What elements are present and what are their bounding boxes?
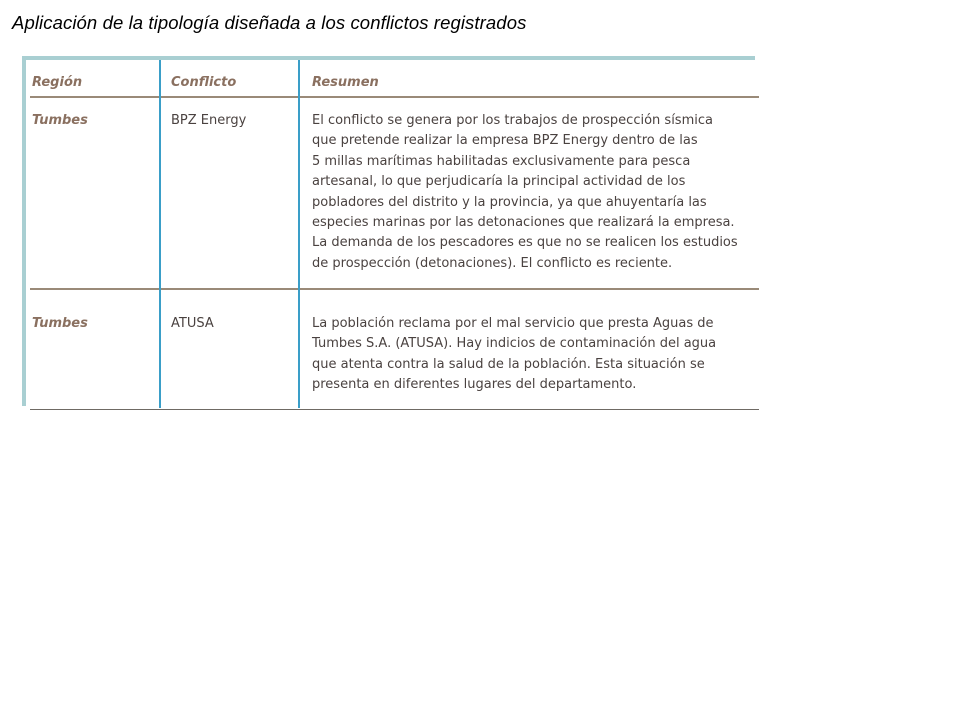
row-2-region: Tumbes (32, 316, 88, 331)
row-2-conflict: ATUSA (171, 316, 214, 331)
header-summary: Resumen (312, 75, 379, 90)
row-1-summary-line: 5 millas marítimas habilitadas exclusivamente para pesca (312, 153, 691, 169)
column-divider-2 (298, 60, 300, 408)
row-2-summary-line: que atenta contra la salud de la población. Esta situación se (312, 356, 705, 372)
row-1-summary-line: artesanal, lo que perjudicaría la principal actividad de los (312, 174, 686, 190)
row-2-summary-line: La población reclama por el mal servicio que presta Aguas de (312, 316, 714, 331)
header-region: Región (32, 75, 83, 90)
row-divider (30, 288, 759, 290)
row-1-conflict: BPZ Energy (171, 113, 247, 128)
header-divider (30, 96, 759, 98)
row-2-summary (312, 314, 716, 396)
row-2-summary-line: presenta en diferentes lugares del departamento. (312, 377, 637, 393)
table-bottom-rule (30, 409, 759, 410)
row-1-region: Tumbes (32, 113, 88, 128)
row-1-summary-line: especies marinas por las detonaciones que realizará la empresa. (312, 215, 735, 231)
table-top-border (22, 56, 755, 60)
header-conflict: Conflicto (171, 75, 237, 90)
slide-title: Aplicación de la tipología diseñada a los conflictos registrados (12, 12, 527, 33)
row-2-summary-line: Tumbes S.A. (ATUSA). Hay indicios de contaminación del agua (312, 336, 717, 352)
table-left-border (22, 56, 26, 406)
row-1-summary-line: El conflicto se genera por los trabajos de prospección sísmica (312, 113, 713, 128)
row-1-summary-line: La demanda de los pescadores es que no se realicen los estudios (312, 235, 738, 251)
column-divider-1 (159, 60, 161, 408)
row-1-summary-line: que pretende realizar la empresa BPZ Energy dentro de las (312, 133, 698, 149)
row-1-summary (312, 111, 738, 274)
row-1-summary-line: de prospección (detonaciones). El conflicto es reciente. (312, 255, 673, 271)
row-1-summary-line: pobladores del distrito y la provincia, ya que ahuyentaría las (312, 194, 707, 210)
conflicts-table (22, 56, 759, 408)
